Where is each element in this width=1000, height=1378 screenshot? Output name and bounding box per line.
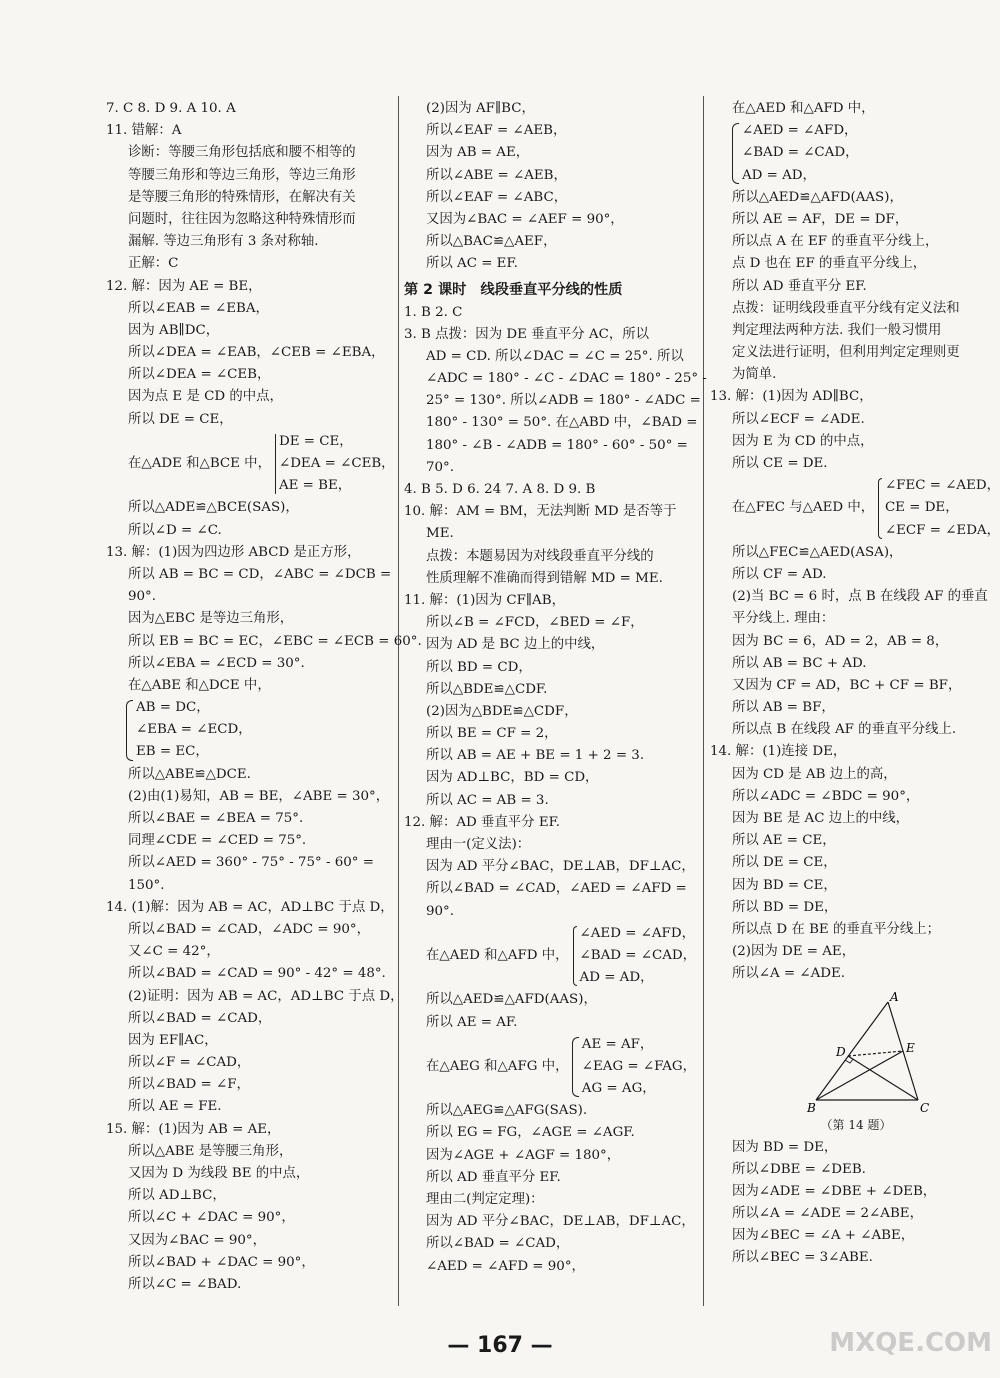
text-line: 所以△ABE≌△DCE. xyxy=(128,766,251,782)
triangle-figure xyxy=(806,989,936,1133)
text-line: 所以 AC = EF. xyxy=(426,256,518,272)
text-line: 所以 AC = AB = 3. xyxy=(426,792,549,808)
text-line: 因为 AD⊥BC，BD = CD， xyxy=(426,770,599,786)
system-row: ∠EBA = ∠ECD， xyxy=(136,722,252,738)
answer-column-1 xyxy=(106,98,422,1296)
text-line: 所以点 A 在 EF 的垂直平分线上， xyxy=(732,234,939,250)
text-line: 所以∠DEA = ∠CEB， xyxy=(128,367,271,383)
section-heading: 第 2 课时 线段垂直平分线的性质 xyxy=(404,281,623,298)
text-line: 因为 BD = DE， xyxy=(732,1139,838,1155)
text-line: 所以∠ECF = ∠ADE. xyxy=(732,411,865,427)
text-line: (2)当 BC = 6 时，点 B 在线段 AF 的垂直 xyxy=(732,589,988,605)
text-line: 因为 BD = CE， xyxy=(732,877,837,893)
text-line: 所以∠EAF = ∠ABC， xyxy=(426,189,568,205)
text-line: 14. (1)解：因为 AB = AC，AD⊥BC 于点 D， xyxy=(106,899,394,915)
text-line: 所以 BD = DE， xyxy=(732,899,838,915)
text-line: 15. 解：(1)因为 AB = AE， xyxy=(106,1121,281,1137)
text-line: 所以 CF = AD. xyxy=(732,566,827,582)
system-row: ∠BAD = ∠CAD， xyxy=(742,145,859,161)
text-line: 所以点 B 在线段 AF 的垂直平分线上. xyxy=(732,722,957,738)
answer-column-2 xyxy=(404,98,707,1278)
system-row: AD = AD， xyxy=(579,970,654,986)
text-line: (2)因为 DE = AE， xyxy=(732,944,856,960)
left-brace-icon xyxy=(126,700,133,761)
text-line: 14. 解：(1)连接 DE， xyxy=(710,744,847,760)
text-line: 4. B 5. D 6. 24 7. A 8. D 9. B xyxy=(404,482,596,497)
system-row: ∠AED = ∠AFD， xyxy=(742,123,858,139)
text-line: 又∠C = 42°， xyxy=(128,944,220,960)
left-brace-icon xyxy=(878,478,882,539)
text-line: 所以 AB = BF， xyxy=(732,700,835,716)
text-line: 3. B 点拨：因为 DE 垂直平分 AC，所以 xyxy=(404,326,650,342)
equation-system xyxy=(426,923,696,990)
text-line: 因为点 E 是 CD 的中点， xyxy=(128,389,283,405)
text-line: 所以△ADE≌△BCE(SAS)， xyxy=(128,500,299,516)
text-line: 所以∠B = ∠FCD，∠BED = ∠F， xyxy=(426,615,644,631)
equation-system xyxy=(126,697,388,764)
text-line: 所以∠BAD = ∠CAD， xyxy=(128,1010,272,1026)
system-row: DE = CE， xyxy=(278,433,353,449)
text-line: 所以 EB = BC = EC，∠EBC = ∠ECB = 60°. xyxy=(128,633,422,649)
text-line: 所以△FEC≌△AED(ASA)， xyxy=(732,544,903,560)
text-line: 所以 AE = AF. xyxy=(426,1014,518,1030)
system-row: EB = EC， xyxy=(136,744,209,760)
text-line: 所以∠BAD = ∠CAD，∠AED = ∠AFD = xyxy=(426,881,687,897)
text-line: 理由一(定义法)： xyxy=(426,837,531,852)
label-d: D xyxy=(836,1044,846,1059)
text-line: 性质理解不准确而得到错解 MD = ME. xyxy=(426,570,663,586)
system-row: ∠FEC = ∠AED， xyxy=(884,478,1000,494)
text-line: 定义法进行证明，但利用判定定理则更 xyxy=(732,345,960,361)
system-row: ∠BAD = ∠CAD， xyxy=(579,947,696,963)
text-line: 在△AED 和△AFD 中， xyxy=(732,101,875,116)
text-line: 所以∠BAD = ∠CAD = 90° - 42° = 48°. xyxy=(128,966,386,982)
text-line: 所以 AE = AF，DE = DF， xyxy=(732,211,909,227)
text-line: 因为 AB = AE， xyxy=(426,145,530,161)
triangle-diagram-svg xyxy=(806,989,936,1115)
system-row: ∠AED = ∠AFD， xyxy=(579,925,695,941)
text-line: 平分线上. 理由： xyxy=(732,611,835,627)
text-line: 因为∠BEC = ∠A + ∠ABE， xyxy=(732,1228,915,1244)
equation-system xyxy=(128,431,395,498)
text-line: 所以∠A = ∠ADE = 2∠ABE， xyxy=(732,1206,923,1222)
text-line: (2)因为△BDE≌△CDF， xyxy=(426,703,578,719)
text-line: 所以∠BAD = ∠F， xyxy=(128,1077,250,1093)
text-line: 理由二(判定定理)： xyxy=(426,1192,544,1207)
text-line: 因为∠AGE + ∠AGF = 180°， xyxy=(426,1147,621,1163)
left-brace-icon xyxy=(732,123,739,184)
text-line: 10. 解：AM = BM，无法判断 MD 是否等于 xyxy=(404,504,677,520)
text-line: 又因为∠BAC = 90°， xyxy=(128,1232,267,1248)
text-line: 70°. xyxy=(426,459,454,475)
segment-be xyxy=(816,1051,903,1100)
text-line: 所以 EG = FG，∠AGE = ∠AGF. xyxy=(426,1125,635,1141)
equation-system xyxy=(426,1034,696,1101)
text-line: 13. 解：(1)因为 AD∥BC， xyxy=(710,389,873,405)
text-line: ∠AED = ∠AFD = 90°， xyxy=(426,1258,585,1274)
label-e: E xyxy=(906,1040,915,1055)
text-line: 所以△AEG≌△AFG(SAS). xyxy=(426,1103,588,1119)
system-row: AE = AF， xyxy=(581,1036,654,1052)
system-row: AG = AG， xyxy=(581,1081,656,1097)
text-line: 150°. xyxy=(128,877,165,893)
text-line: 因为 BE 是 AC 边上的中线， xyxy=(732,811,910,826)
text-line: 所以∠BAD = ∠CAD，∠ADC = 90°， xyxy=(128,921,370,937)
text-line: 所以∠EAB = ∠EBA， xyxy=(128,300,269,316)
text-line: 所以 AD 垂直平分 EF. xyxy=(732,278,867,294)
text-line: 12. 解：AD 垂直平分 EF. xyxy=(404,814,561,830)
label-c: C xyxy=(920,1100,930,1115)
system-row: AB = DC， xyxy=(136,700,210,716)
system-row: ∠EAG = ∠FAG， xyxy=(581,1058,696,1074)
system-row: ∠ECF = ∠EDA， xyxy=(884,522,1000,538)
text-line: (2)证明：因为 AB = AC，AD⊥BC 于点 D， xyxy=(128,988,404,1004)
text-line: 漏解. 等边三角形有 3 条对称轴. xyxy=(128,234,319,250)
label-b: B xyxy=(807,1100,816,1115)
text-line: 等腰三角形和等边三角形，等边三角形 xyxy=(128,167,356,183)
text-line: 因为 AB∥DC， xyxy=(128,322,220,338)
text-line: 所以 DE = CE， xyxy=(732,855,837,871)
text-line: 所以∠ADC = ∠BDC = 90°， xyxy=(732,788,920,804)
segment-ab xyxy=(816,1002,888,1100)
text-line: 所以△ABE 是等腰三角形， xyxy=(128,1143,293,1159)
page-number: — 167 — xyxy=(447,1333,553,1358)
text-line: 因为 EF∥AC， xyxy=(128,1032,218,1048)
text-line: 所以∠DEA = ∠EAB，∠CEB = ∠EBA， xyxy=(128,345,385,361)
text-line: 所以 AD⊥BC， xyxy=(128,1188,226,1204)
text-line: 所以 BD = CD， xyxy=(426,659,532,675)
text-line: 所以点 D 在 BE 的垂直平分线上； xyxy=(732,921,941,937)
system-intro: 在△FEC 与△AED 中， xyxy=(732,500,875,516)
text-line: 12. 解：因为 AE = BE， xyxy=(106,278,262,294)
text-line: 180° - 130° = 50°. 在△ABD 中，∠BAD = xyxy=(426,415,698,431)
text-line: 因为 CD 是 AB 边上的高， xyxy=(732,766,897,782)
answer-column-3 xyxy=(710,98,1000,1270)
text-line: 所以 AB = BC + AD. xyxy=(732,655,867,671)
text-line: 所以∠D = ∠C. xyxy=(128,522,222,538)
text-line: 所以∠EBA = ∠ECD = 30°. xyxy=(128,655,305,671)
text-line: 因为 E 为 CD 的中点， xyxy=(732,433,874,449)
text-line: AD = CD. 所以∠DAC = ∠C = 25°. 所以 xyxy=(426,348,684,364)
text-line: 11. 解：(1)因为 CF∥AB， xyxy=(404,592,565,608)
text-line: 所以△AED≌△AFD(AAS)， xyxy=(426,992,597,1008)
text-line: 因为 BC = 6，AD = 2，AB = 8， xyxy=(732,633,949,649)
text-line: 所以∠ABE = ∠AEB， xyxy=(426,167,567,183)
text-line: 因为 AD 平分∠BAC，DE⊥AB，DF⊥AC， xyxy=(426,1214,695,1230)
column-divider-2 xyxy=(703,96,704,1306)
text-line: 所以∠AED = 360° - 75° - 75° - 60° = xyxy=(128,855,374,871)
text-line: 所以∠C = ∠BAD. xyxy=(128,1276,242,1292)
text-line: 所以 AE = CE， xyxy=(732,833,836,849)
text-line: 所以△AED≌△AFD(AAS)， xyxy=(732,189,903,205)
system-intro: 在△AED 和△AFD 中， xyxy=(426,947,569,963)
text-line: 所以 AD 垂直平分 EF. xyxy=(426,1169,561,1185)
text-line: 点 D 也在 EF 的垂直平分线上， xyxy=(732,256,927,272)
text-line: 是等腰三角形的特殊情形，在解决有关 xyxy=(128,189,356,205)
text-line: 又因为∠BAC = ∠AEF = 90°， xyxy=(426,211,624,227)
text-line: 90°. xyxy=(128,589,156,605)
text-line: 25° = 130°. 所以∠ADB = 180° - ∠ADC = xyxy=(426,393,701,409)
text-line: 问题时，往往因为忽略这种特殊情形而 xyxy=(128,211,356,227)
text-line: 180° - ∠B - ∠ADB = 180° - 60° - 50° = xyxy=(426,437,688,453)
text-line: 诊断：等腰三角形包括底和腰不相等的 xyxy=(128,145,356,161)
text-line: 点拨：证明线段垂直平分线有定义法和 xyxy=(732,300,960,316)
text-line: 所以∠F = ∠CAD， xyxy=(128,1055,251,1071)
text-line: 所以 AB = BC = CD，∠ABC = ∠DCB = xyxy=(128,566,392,582)
text-line: ∠ADC = 180° - ∠C - ∠DAC = 180° - 25° - xyxy=(426,371,707,387)
text-line: 因为 AD 平分∠BAC，DE⊥AB，DF⊥AC， xyxy=(426,859,695,875)
equation-system xyxy=(732,120,1000,187)
system-row: AD = AD， xyxy=(742,167,816,183)
text-line: 正解：C xyxy=(128,256,179,272)
text-line: (2)由(1)易知，AB = BE，∠ABE = 30°， xyxy=(128,788,390,804)
text-line: 11. 错解：A xyxy=(106,123,182,139)
text-line: 又因为 D 为线段 BE 的中点， xyxy=(128,1166,310,1181)
left-brace-icon xyxy=(572,1037,578,1098)
text-line: 7. C 8. D 9. A 10. A xyxy=(106,101,236,116)
column-divider-1 xyxy=(398,96,399,1306)
text-line: 所以△BAC≌△AEF， xyxy=(426,234,557,250)
watermark: MXQE.COM xyxy=(829,1328,992,1358)
text-line: 所以 AE = FE. xyxy=(128,1099,222,1115)
triangle-lines xyxy=(816,1002,918,1100)
text-line: 1. B 2. C xyxy=(404,304,463,320)
text-line: 所以∠DBE = ∠DEB. xyxy=(732,1161,866,1177)
text-line: 所以∠BAE = ∠BEA = 75°. xyxy=(128,811,304,826)
text-line: 因为∠ADE = ∠DBE + ∠DEB， xyxy=(732,1183,937,1199)
left-brace-icon xyxy=(573,926,577,987)
text-line: 所以∠BEC = 3∠ABE. xyxy=(732,1250,873,1266)
text-line: 为简单. xyxy=(732,367,777,383)
text-line: (2)因为 AF∥BC， xyxy=(426,101,535,116)
text-line: 所以∠A = ∠ADE. xyxy=(732,966,846,982)
text-line: 判定理法两种方法. 我们一般习惯用 xyxy=(732,322,942,338)
label-a: A xyxy=(890,989,899,1004)
text-line: 同理∠CDE = ∠CED = 75°. xyxy=(128,833,307,849)
text-line: 所以△BDE≌△CDF. xyxy=(426,681,548,697)
system-row: CE = DE， xyxy=(884,500,959,516)
text-line: 因为 AD 是 BC 边上的中线， xyxy=(426,637,605,653)
text-line: 所以∠EAF = ∠AEB， xyxy=(426,123,567,139)
text-line: 所以 DE = CE， xyxy=(128,411,233,427)
text-line: 点拨：本题易因为对线段垂直平分线的 xyxy=(426,548,654,564)
equation-system xyxy=(732,475,1000,542)
system-row: ∠DEA = ∠CEB， xyxy=(278,456,395,471)
text-line: 所以 CE = DE. xyxy=(732,456,828,471)
text-line: 因为△EBC 是等边三角形， xyxy=(128,611,294,627)
system-intro: 在△AEG 和△AFG 中， xyxy=(426,1058,569,1074)
text-line: 所以 AB = AE + BE = 1 + 2 = 3. xyxy=(426,748,645,764)
text-line: 90°. xyxy=(426,903,454,919)
text-line: 所以∠BAD = ∠CAD， xyxy=(426,1236,570,1252)
left-brace-icon xyxy=(275,434,276,495)
text-line: ME. xyxy=(426,526,454,542)
text-line: 又因为 CF = AD，BC + CF = BF， xyxy=(732,677,962,693)
text-line: 所以∠C + ∠DAC = 90°， xyxy=(128,1210,295,1226)
figure-caption: （第 14 题） xyxy=(820,1117,892,1132)
system-row: AE = BE， xyxy=(278,478,352,494)
text-line: 所以∠BAD + ∠DAC = 90°， xyxy=(128,1254,315,1270)
text-line: 在△ABE 和△DCE 中， xyxy=(128,677,271,693)
text-line: 所以 BE = CF = 2， xyxy=(426,726,558,742)
system-intro: 在△ADE 和△BCE 中， xyxy=(128,455,271,471)
text-line: 13. 解：(1)因为四边形 ABCD 是正方形， xyxy=(106,544,361,560)
